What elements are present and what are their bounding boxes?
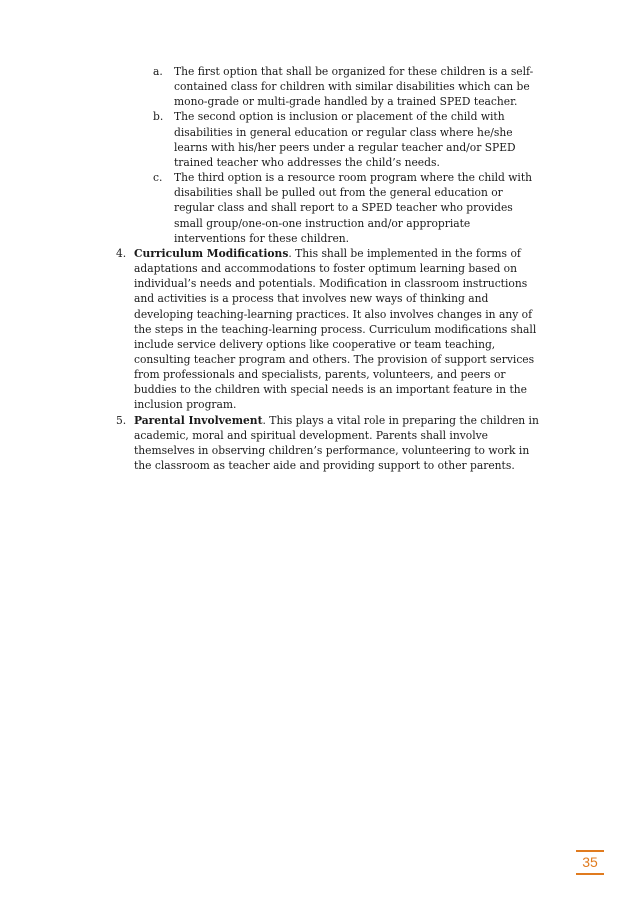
- list-item-text: The third option is a resource room program where the child with disabilities shall be pulled out from the general education or regular class and shall report to a SPED teacher who provides small group/one-on-one instruction and/or appropriate interventions for these children.: [174, 171, 533, 245]
- list-marker: a.: [153, 65, 163, 78]
- page-number-rule-bottom: [576, 873, 604, 875]
- page-number: 35: [582, 854, 598, 870]
- list-marker: b.: [153, 110, 164, 124]
- placement-options-list: [153, 64, 542, 246]
- page-content: [112, 64, 542, 473]
- list-item: [112, 413, 542, 474]
- list-item: [153, 64, 542, 109]
- list-item: [153, 170, 542, 246]
- list-marker: 4.: [116, 246, 127, 260]
- list-marker: c.: [153, 171, 163, 185]
- list-item-text: The first option that shall be organized for these children is a self-contained class for children with similar disabilities which can be mono-grade or multi-grade handled by a trained SPED teacher.: [174, 65, 534, 109]
- list-item-text: The second option is inclusion or placement of the child with disabilities in general education or regular class where he/she learns with his/her peers under a regular teacher and/or SPED trained teacher who addresses the child’s needs.: [174, 110, 516, 169]
- list-marker: 5.: [116, 413, 127, 427]
- list-item-text: . This shall be implemented in the forms of adaptations and accommodations to foster optimum learning based on individual’s needs and potentials. Modification in classroom instructions and activities is a process that involves new ways of thinking and developing teaching-learning practices. It also involves changes in any of the steps in the teaching-learning process. Curriculum modifications shall include service delivery options like cooperative or team teaching, consulting teacher program and others. The provision of support services from professionals and specialists, parents, volunteers, and peers or buddies to the children with special needs is an important feature in the inclusion program.: [134, 246, 537, 412]
- numbered-list: [112, 246, 542, 473]
- list-item: [112, 246, 542, 413]
- list-item: [153, 109, 542, 170]
- list-item-term: Parental Involvement: [134, 413, 263, 427]
- list-item-term: Curriculum Modifications: [134, 246, 289, 260]
- page-number-rule-top: [576, 850, 604, 852]
- list-item-text: . This plays a vital role in preparing the children in academic, moral and spiritual development. Parents shall involve themselves in observing children’s performance, volunteering to work in the classroom as teacher aide and providing support to other parents.: [134, 413, 539, 473]
